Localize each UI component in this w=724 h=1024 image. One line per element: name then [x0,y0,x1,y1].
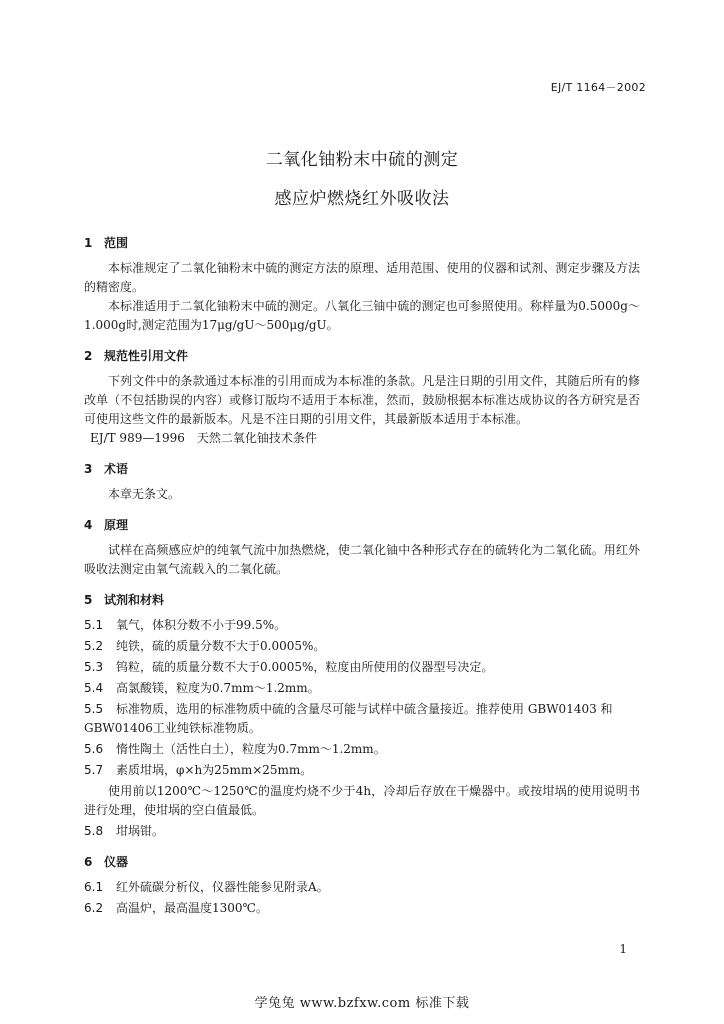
list-item: 6.1 红外硫碳分析仪，仪器性能参见附录A。 [84,880,329,894]
document-code: EJ/T 1164－2002 [550,81,646,94]
paragraph: 试样在高频感应炉的纯氧气流中加热燃烧，使二氧化铀中各种形式存在的硫转化为二氧化硫。用红外吸收法测定由氧气流载入的二氧化硫。 [84,543,640,576]
list-item: 5.5 标准物质，选用的标准物质中硫的含量尽可能与试样中硫含量接近。推荐使用 GBW01403 和GBW01406工业纯铁标准物质。 [84,702,613,735]
footer-watermark: 学兔兔 www.bzfxw.com 标准下载 [254,996,470,1011]
list-item: 5.1 氧气，体积分数不小于99.5%。 [84,618,287,632]
list-item: 5.8 坩埚钳。 [84,824,165,838]
page-number: 1 [619,942,627,956]
list-item: 5.7 素质坩埚，φ×h为25mm×25mm。 [84,763,313,777]
paragraph: 使用前以1200℃～1250℃的温度灼烧不少于4h，冷却后存放在干燥器中。或按坩埚的使用说明书进行处理，使坩埚的空白值最低。 [84,784,640,817]
list-item: 6.2 高温炉，最高温度1300℃。 [84,901,268,915]
list-item: 5.6 惰性陶土（活性白土），粒度为0.7mm～1.2mm。 [84,742,386,756]
section-heading-apparatus: 6 仪器 [84,855,129,869]
section-heading-references: 2 规范性引用文件 [84,349,189,363]
list-item: 5.4 高氯酸镁，粒度为0.7mm～1.2mm。 [84,681,320,695]
paragraph: 下列文件中的条款通过本标准的引用而成为本标准的条款。凡是注日期的引用文件，其随后所有的修改单（不包括勘误的内容）或修订版均不适用于本标准，然而，鼓励根据本标准达成协议的各方研究是否可使用这些文件的最新版本。凡是不注日期的引用文件，其最新版本适用于本标准。 [84,374,640,426]
section-heading-scope: 1 范围 [84,236,129,250]
paragraph: 本标准适用于二氧化铀粉末中硫的测定。八氧化三铀中硫的测定也可参照使用。称样量为0.5000g～1.000g时,测定范围为17μg/gU～500μg/gU。 [84,299,640,332]
section-heading-principle: 4 原理 [84,518,129,532]
paragraph: 本章无条文。 [108,487,181,501]
section-heading-reagents: 5 试剂和材料 [84,593,165,607]
document-title: 二氧化铀粉末中硫的测定 [265,150,459,170]
document-body [84,234,640,920]
list-item: 5.3 钨粒，硫的质量分数不大于0.0005%，粒度由所使用的仪器型号决定。 [84,660,494,674]
section-heading-terms: 3 术语 [84,462,129,476]
list-item: 5.2 纯铁，硫的质量分数不大于0.0005%。 [84,639,326,653]
paragraph: 本标准规定了二氧化铀粉末中硫的测定方法的原理、适用范围、使用的仪器和试剂、测定步骤及方法的精密度。 [84,261,640,294]
document-subtitle: 感应炉燃烧红外吸收法 [274,189,450,209]
reference-entry: EJ/T 989—1996 天然二氧化铀技术条件 [90,431,317,445]
